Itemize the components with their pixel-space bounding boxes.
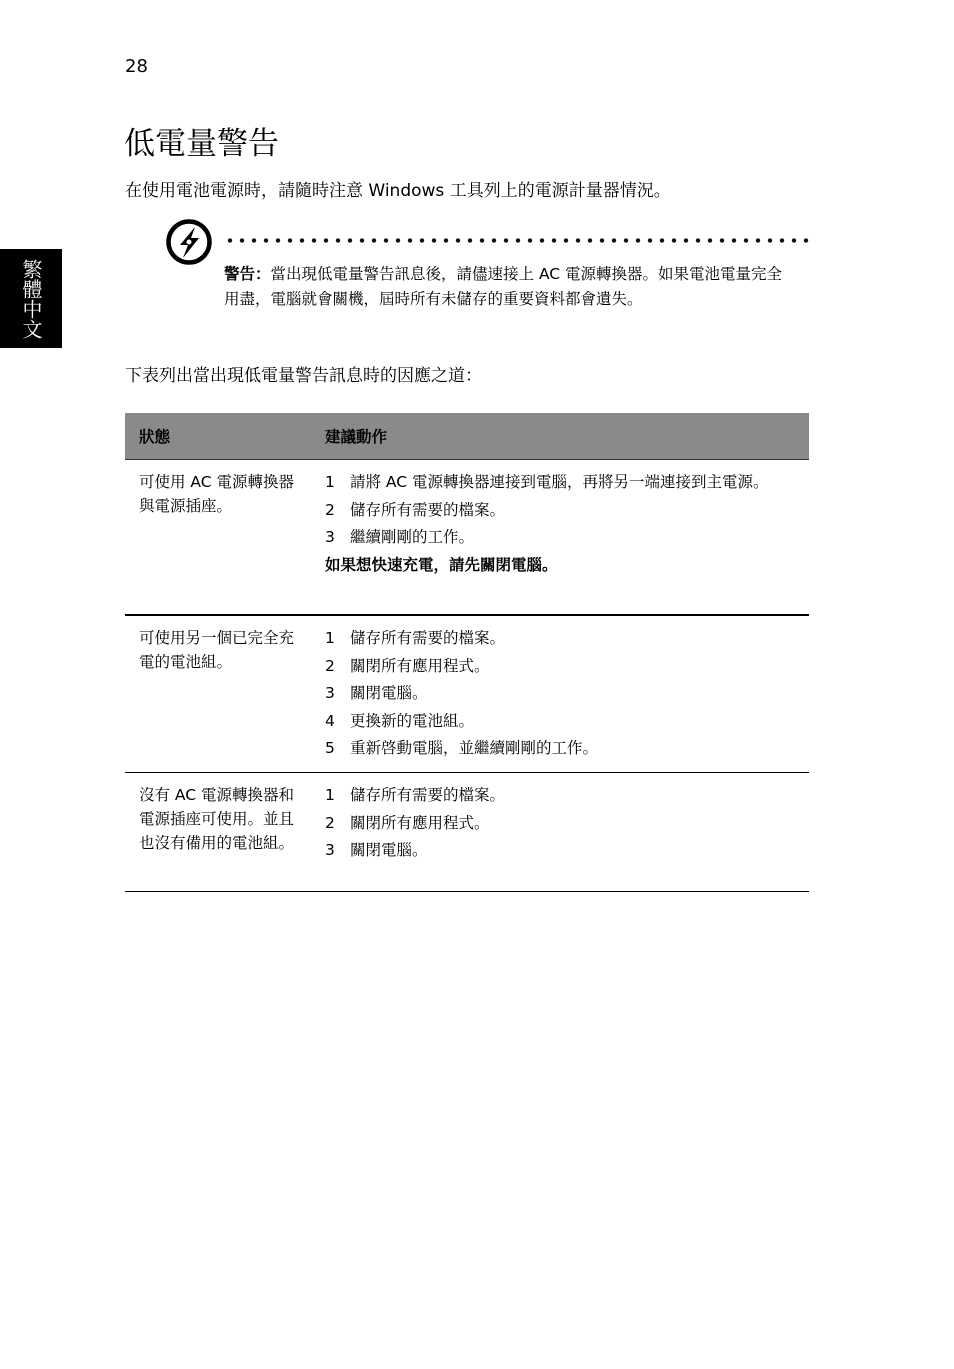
step-text: 關閉電腦。	[350, 841, 428, 859]
step-number: 3	[325, 528, 335, 546]
table-row	[125, 773, 809, 892]
step-text: 重新啓動電腦，並繼續剛剛的工作。	[350, 739, 599, 757]
step-item	[325, 838, 800, 862]
table-row	[125, 616, 809, 773]
step-number: 2	[325, 656, 335, 675]
step-number: 4	[325, 711, 335, 730]
step-number: 5	[325, 739, 335, 757]
low-battery-table	[125, 413, 809, 892]
step-number: 3	[325, 684, 335, 702]
step-item	[325, 783, 800, 807]
step-text: 更換新的電池組。	[350, 711, 475, 730]
row-note: 如果想快速充電，請先關閉電腦。	[325, 555, 558, 574]
step-text: 關閉電腦。	[350, 684, 428, 702]
step-number: 3	[325, 841, 335, 859]
warning-lightning-icon	[165, 218, 213, 266]
row-steps	[325, 470, 800, 577]
step-text: 請將 AC 電源轉換器連接到電腦，再將另一端連接到主電源。	[350, 473, 769, 491]
row-status: 可使用另一個已完全充電的電池組。	[139, 629, 295, 671]
step-number: 1	[325, 629, 335, 647]
header-action: 建議動作	[325, 428, 388, 446]
header-status: 狀態	[139, 428, 171, 446]
language-side-tab	[0, 249, 62, 348]
warning-label: 警告：	[224, 265, 271, 283]
row-steps	[325, 626, 800, 764]
step-item	[325, 811, 800, 835]
side-tab-label: 繁體中文	[19, 258, 43, 339]
step-text: 關閉所有應用程式。	[350, 813, 490, 832]
step-text: 儲存所有需要的檔案。	[350, 500, 506, 519]
step-number: 1	[325, 473, 335, 491]
table-intro: 下表列出當出現低電量警告訊息時的因應之道：	[125, 366, 482, 386]
step-item	[325, 681, 800, 705]
warning-text	[224, 262, 789, 311]
step-text: 儲存所有需要的檔案。	[350, 786, 506, 804]
table-row	[125, 460, 809, 616]
step-number: 1	[325, 786, 335, 804]
warning-dotted-rule	[224, 238, 809, 243]
intro-paragraph: 在使用電池電源時，請隨時注意 Windows 工具列上的電源計量器情況。	[125, 181, 671, 201]
row-status: 可使用 AC 電源轉換器與電源插座。	[139, 473, 295, 515]
step-item	[325, 525, 800, 549]
step-number: 2	[325, 813, 335, 832]
step-text: 關閉所有應用程式。	[350, 656, 490, 675]
step-item	[325, 709, 800, 733]
step-text: 儲存所有需要的檔案。	[350, 629, 506, 647]
warning-body: 當出現低電量警告訊息後，請儘速接上 AC 電源轉換器。如果電池電量完全用盡，電腦就會關機，屆時所有未儲存的重要資料都會遺失。	[224, 265, 783, 308]
page-number: 28	[125, 56, 148, 77]
step-item	[325, 626, 800, 650]
row-status: 沒有 AC 電源轉換器和電源插座可使用。並且也沒有備用的電池組。	[139, 786, 295, 852]
step-number: 2	[325, 500, 335, 519]
page-title: 低電量警告	[124, 126, 279, 162]
step-item	[325, 654, 800, 678]
step-text: 繼續剛剛的工作。	[350, 528, 475, 546]
step-item	[325, 736, 800, 760]
table-header	[125, 413, 809, 460]
row-steps	[325, 783, 800, 866]
step-item	[325, 470, 800, 494]
step-item	[325, 498, 800, 522]
